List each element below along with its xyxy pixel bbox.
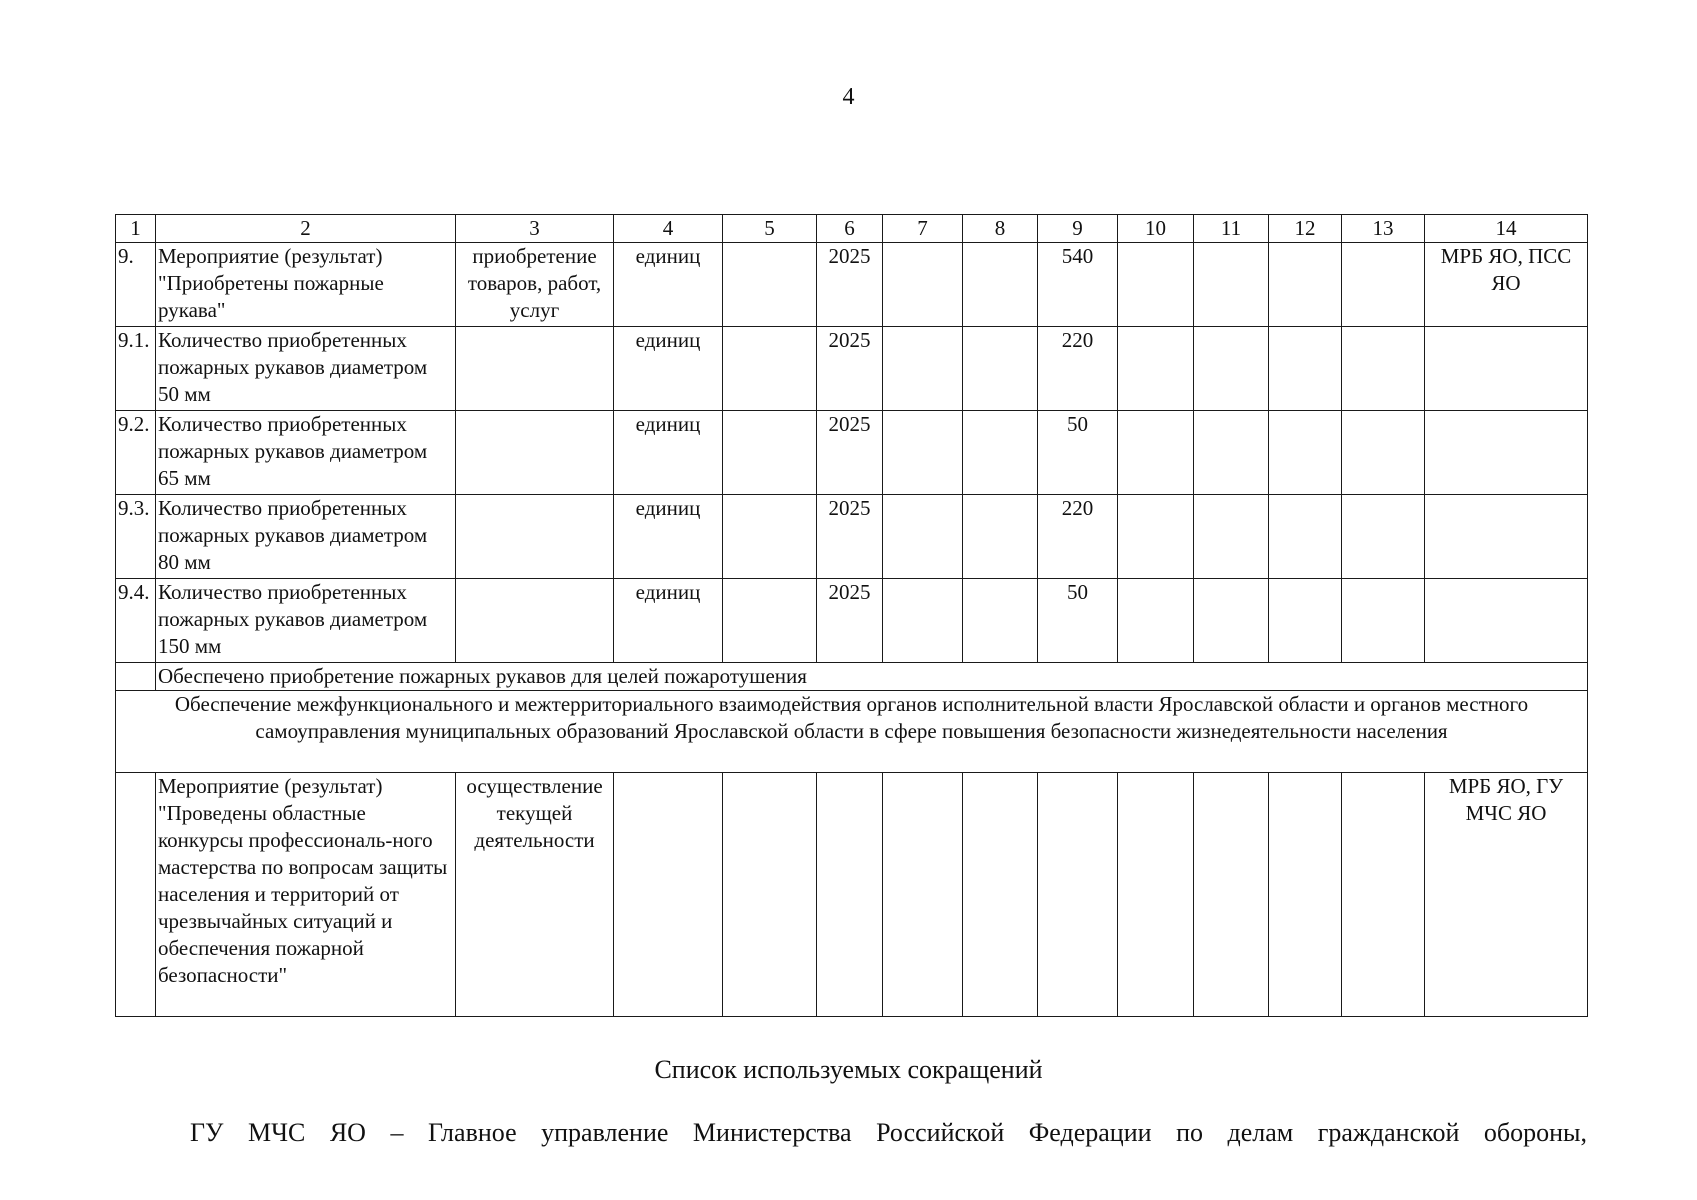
empty-cell [1269, 243, 1342, 327]
row-type [456, 327, 614, 411]
empty-cell [1118, 773, 1194, 1017]
row-unit: единиц [614, 411, 723, 495]
empty-cell [1194, 243, 1269, 327]
header-cell: 4 [614, 215, 723, 243]
empty-cell [883, 243, 963, 327]
empty-cell [963, 495, 1038, 579]
row-name: Количество приобретенных пожарных рукавов диаметром 50 мм [156, 327, 456, 411]
row-responsible [1425, 495, 1588, 579]
empty-cell [1342, 773, 1425, 1017]
empty-cell [723, 243, 817, 327]
row-year: 2025 [817, 495, 883, 579]
row-year: 2025 [817, 243, 883, 327]
row-name: Мероприятие (результат) "Проведены областные конкурсы профессиональ-ного мастерства по вопросам защиты населения и территорий от чрезвычайных ситуаций и обеспечения пожарной безопасности" [156, 773, 456, 1017]
empty-cell [1194, 327, 1269, 411]
row-unit: единиц [614, 495, 723, 579]
table-row [116, 411, 1588, 495]
empty-cell [1038, 773, 1118, 1017]
table-header-row [116, 215, 1588, 243]
empty-cell [1118, 327, 1194, 411]
row-responsible [1425, 327, 1588, 411]
header-cell: 7 [883, 215, 963, 243]
row-type [456, 411, 614, 495]
row-value: 50 [1038, 411, 1118, 495]
row-number: 9.4. [116, 579, 156, 663]
empty-cell [963, 243, 1038, 327]
empty-cell [1194, 773, 1269, 1017]
header-cell: 3 [456, 215, 614, 243]
header-cell: 14 [1425, 215, 1588, 243]
empty-cell [963, 327, 1038, 411]
row-responsible [1425, 579, 1588, 663]
empty-cell [723, 773, 817, 1017]
row-type: осуществление текущей деятельности [456, 773, 614, 1017]
empty-cell [1118, 411, 1194, 495]
header-cell: 9 [1038, 215, 1118, 243]
abbreviation-entry: ГУ МЧС ЯО – Главное управление Министерства Российской Федерации по делам гражданской обороны, [190, 1118, 1587, 1147]
empty-cell [1118, 579, 1194, 663]
row-year: 2025 [817, 327, 883, 411]
row-unit: единиц [614, 243, 723, 327]
header-cell: 11 [1194, 215, 1269, 243]
page-number: 4 [842, 84, 855, 110]
empty-cell [883, 495, 963, 579]
abbreviations-title: Список используемых сокращений [654, 1055, 1043, 1084]
row-value: 220 [1038, 495, 1118, 579]
row-name: Количество приобретенных пожарных рукавов диаметром 65 мм [156, 411, 456, 495]
empty-cell [723, 495, 817, 579]
empty-cell [723, 411, 817, 495]
empty-cell [1342, 579, 1425, 663]
empty-cell [1118, 495, 1194, 579]
row-name: Количество приобретенных пожарных рукавов диаметром 80 мм [156, 495, 456, 579]
row-value: 50 [1038, 579, 1118, 663]
empty-cell [1342, 411, 1425, 495]
header-cell: 6 [817, 215, 883, 243]
empty-cell [883, 579, 963, 663]
empty-cell [883, 327, 963, 411]
row-number [116, 773, 156, 1017]
empty-cell [1342, 495, 1425, 579]
empty-cell [1342, 327, 1425, 411]
table-row [116, 579, 1588, 663]
empty-cell [883, 773, 963, 1017]
row-number: 9. [116, 243, 156, 327]
row-type: приобретение товаров, работ, услуг [456, 243, 614, 327]
header-cell: 5 [723, 215, 817, 243]
row-number: 9.1. [116, 327, 156, 411]
header-cell: 12 [1269, 215, 1342, 243]
row-type [456, 495, 614, 579]
header-cell: 8 [963, 215, 1038, 243]
table-row [116, 773, 1588, 1017]
header-cell: 10 [1118, 215, 1194, 243]
empty-cell [1194, 579, 1269, 663]
row-year: 2025 [817, 579, 883, 663]
row-number: 9.3. [116, 495, 156, 579]
empty-cell [817, 773, 883, 1017]
section-heading-row [116, 691, 1588, 773]
row-responsible: МРБ ЯО, ПСС ЯО [1425, 243, 1588, 327]
empty-cell [1194, 495, 1269, 579]
empty-cell [614, 773, 723, 1017]
empty-cell [116, 663, 156, 691]
empty-cell [723, 579, 817, 663]
empty-cell [723, 327, 817, 411]
row-name: Мероприятие (результат) "Приобретены пожарные рукава" [156, 243, 456, 327]
table-row [116, 243, 1588, 327]
section-heading: Обеспечение межфункционального и межтерриториального взаимодействия органов исполнительной власти Ярославской области и органов местного самоуправления муниципальных образований Ярославской области в сфере повышения безопасности жизнедеятельности населения [116, 691, 1588, 773]
empty-cell [1194, 411, 1269, 495]
header-cell: 2 [156, 215, 456, 243]
row-type [456, 579, 614, 663]
empty-cell [1269, 495, 1342, 579]
row-name: Количество приобретенных пожарных рукавов диаметром 150 мм [156, 579, 456, 663]
table-row [116, 327, 1588, 411]
row-value: 540 [1038, 243, 1118, 327]
header-cell: 1 [116, 215, 156, 243]
empty-cell [1269, 773, 1342, 1017]
header-cell: 13 [1342, 215, 1425, 243]
empty-cell [1342, 243, 1425, 327]
summary-row [116, 663, 1588, 691]
row-year: 2025 [817, 411, 883, 495]
row-responsible: МРБ ЯО, ГУ МЧС ЯО [1425, 773, 1588, 1017]
empty-cell [963, 411, 1038, 495]
row-unit: единиц [614, 579, 723, 663]
row-number: 9.2. [116, 411, 156, 495]
table-row [116, 495, 1588, 579]
empty-cell [1269, 411, 1342, 495]
summary-text: Обеспечено приобретение пожарных рукавов для целей пожаротушения [156, 663, 1588, 691]
empty-cell [1269, 327, 1342, 411]
row-unit: единиц [614, 327, 723, 411]
row-value: 220 [1038, 327, 1118, 411]
empty-cell [883, 411, 963, 495]
empty-cell [1118, 243, 1194, 327]
row-responsible [1425, 411, 1588, 495]
empty-cell [1269, 579, 1342, 663]
empty-cell [963, 773, 1038, 1017]
empty-cell [963, 579, 1038, 663]
indicators-table [115, 214, 1588, 1017]
